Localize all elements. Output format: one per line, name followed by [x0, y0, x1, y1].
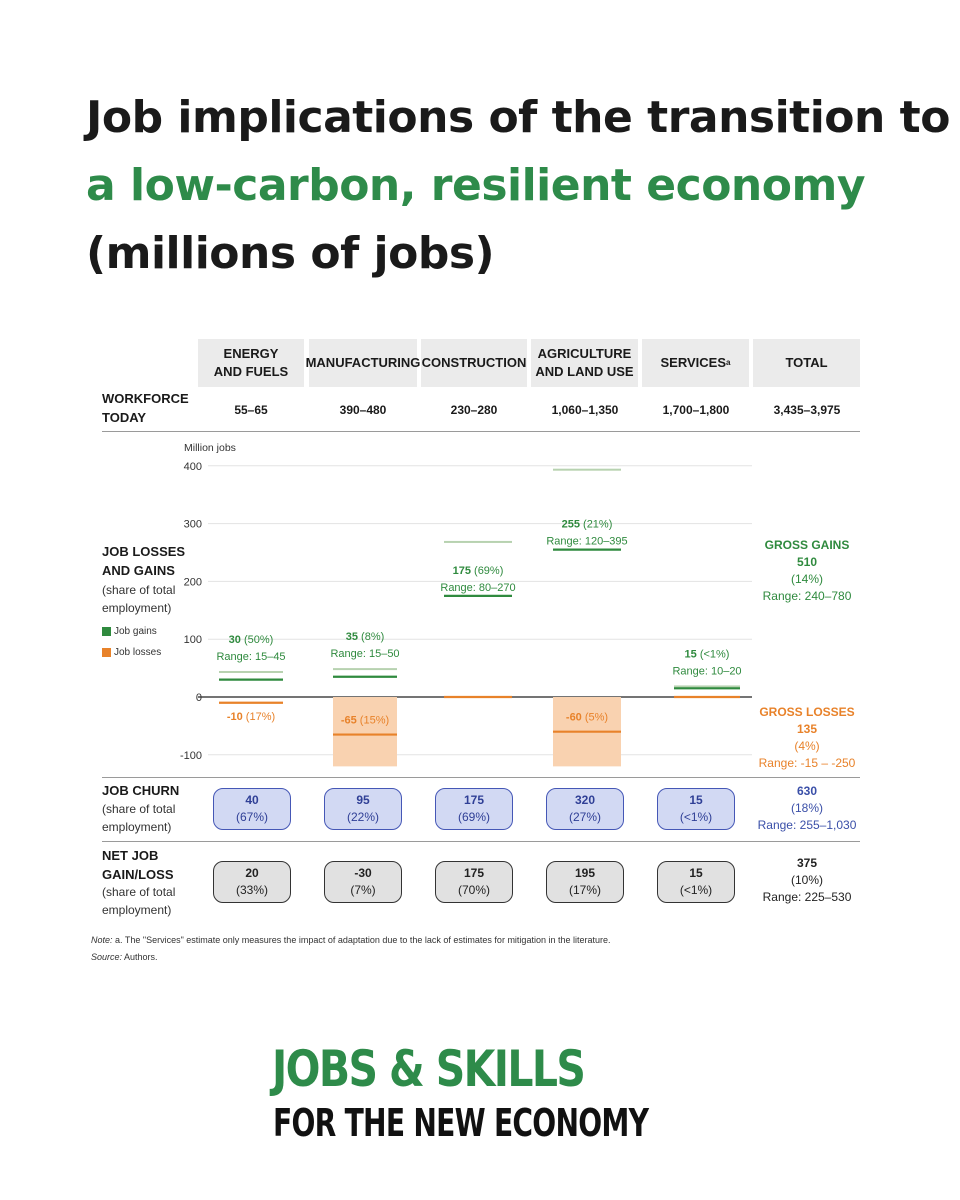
gross-losses-range: Range: -15 – -250 [758, 756, 856, 770]
row-label-churn: JOB CHURN [102, 783, 180, 798]
churn-manufacturing-value: 95 [356, 793, 370, 807]
gain-data-label-1: 35 (8%) [345, 631, 385, 644]
churn-manufacturing-share: (22%) [346, 810, 379, 824]
gross-gains-range: Range: 240–780 [762, 589, 852, 603]
workforce-total: 3,435–3,975 [773, 403, 841, 417]
y-tick--100: -100 [179, 749, 202, 762]
churn-services-value: 15 [689, 793, 703, 807]
divider-churn [102, 841, 860, 842]
gross-losses-value: 135 [796, 722, 818, 736]
gain-range-label-3: Range: 120–395 [546, 535, 628, 548]
gain-range-label-0: Range: 15–45 [216, 650, 286, 663]
chart-note-prefix: Note: [91, 935, 113, 945]
y-tick-400: 400 [183, 460, 202, 473]
gross-losses-share: (4%) [794, 739, 820, 753]
churn-construction-value: 175 [463, 793, 485, 807]
gain-range-box-0 [219, 671, 283, 673]
churn-agriculture-share: (27%) [568, 810, 601, 824]
net-agriculture-share: (17%) [568, 883, 601, 897]
net-agriculture-value: 195 [574, 866, 596, 880]
chart-source-text: Authors. [122, 952, 158, 962]
header-services-footnote-mark: a [726, 358, 731, 367]
header-total-label: TOTAL [785, 355, 828, 370]
churn-construction-share: (69%) [457, 810, 490, 824]
chart-note-text: a. The "Services" estimate only measures the impact of adaptation due to the lack of estimates for mitigation in the literature. [112, 935, 611, 945]
loss-data-label-3: -60 (5%) [565, 711, 609, 724]
churn-total-range: Range: 255–1,030 [757, 818, 857, 832]
y-axis-label: Million jobs [184, 442, 236, 454]
y-tick-300: 300 [183, 518, 202, 531]
net-pill-energy [213, 861, 291, 903]
y-tick-0: 0 [195, 692, 202, 704]
row-sub-churn: (share of total employment) [102, 802, 176, 834]
churn-pill-energy [213, 788, 291, 830]
header-agriculture-label: AGRICULTURE AND LAND USE [535, 346, 634, 379]
net-total-range: Range: 225–530 [762, 890, 852, 904]
net-total-value: 375 [796, 856, 818, 870]
gain-data-label-2: 175 (69%) [452, 564, 504, 577]
gross-gains-value: 510 [796, 555, 818, 569]
net-services-share: (<1%) [679, 883, 713, 897]
header-services-label: SERVICES [660, 355, 727, 370]
gross-losses-label: GROSS LOSSES [759, 705, 855, 719]
header-construction-label: CONSTRUCTION [421, 355, 527, 370]
gain-range-box-2 [444, 541, 512, 543]
churn-energy-share: (67%) [235, 810, 268, 824]
title-line-2: a low-carbon, resilient economy [86, 160, 866, 211]
gain-data-label-3: 255 (21%) [561, 518, 613, 531]
gain-range-label-4: Range: 10–20 [672, 665, 742, 678]
gross-gains-block [752, 537, 862, 605]
churn-energy-value: 40 [245, 793, 259, 807]
churn-total-share: (18%) [790, 801, 823, 815]
workforce-agriculture: 1,060–1,350 [551, 403, 619, 417]
churn-services-share: (<1%) [679, 810, 713, 824]
loss-data-label-0: -10 (17%) [226, 710, 276, 723]
divider-chart [102, 777, 860, 778]
loss-data-label-1: -65 (15%) [340, 714, 390, 727]
net-services-value: 15 [689, 866, 703, 880]
header-energy-label: ENERGY AND FUELS [213, 346, 289, 379]
brand-line-1: JOBS & SKILLS [272, 1040, 585, 1098]
brand-line-2: FOR THE NEW ECONOMY [273, 1101, 649, 1145]
net-total-share: (10%) [790, 873, 823, 887]
title-line-3: (millions of jobs) [86, 228, 495, 279]
net-total-block [752, 855, 862, 906]
legend-gains-label: Job gains [114, 626, 157, 637]
gross-gains-label: GROSS GAINS [764, 538, 850, 552]
net-manufacturing-value: -30 [354, 866, 372, 880]
workforce-energy: 55–65 [234, 403, 268, 417]
workforce-construction: 230–280 [450, 403, 498, 417]
row-label-net: NET JOB GAIN/LOSS [102, 848, 174, 882]
net-pill-construction [435, 861, 513, 903]
y-tick-100: 100 [183, 634, 202, 647]
chart-note [91, 935, 611, 945]
row-label-losses-gains: JOB LOSSES AND GAINS [102, 544, 186, 578]
gain-data-label-0: 30 (50%) [228, 633, 274, 646]
chart-source-prefix: Source: [91, 952, 123, 962]
gross-gains-share: (14%) [790, 572, 823, 586]
net-energy-value: 20 [245, 866, 259, 880]
legend-losses-label: Job losses [114, 647, 162, 658]
gain-range-box-3 [553, 469, 621, 471]
loss-range-box-1 [333, 697, 397, 766]
gain-range-label-2: Range: 80–270 [440, 581, 516, 594]
net-construction-share: (70%) [457, 883, 490, 897]
chart-source [91, 952, 158, 962]
churn-pill-construction [435, 788, 513, 830]
gross-losses-block [752, 704, 862, 772]
row-label-workforce: WORKFORCE TODAY [102, 391, 189, 425]
gain-range-label-1: Range: 15–50 [330, 648, 400, 661]
churn-total-value: 630 [796, 784, 818, 798]
row-sub-losses-gains: (share of total employment) [102, 583, 176, 615]
churn-pill-services [657, 788, 735, 830]
header-manufacturing-label: MANUFACTURING [305, 355, 421, 370]
churn-agriculture-value: 320 [574, 793, 596, 807]
net-pill-manufacturing [324, 861, 402, 903]
title-line-1: Job implications of the transition to [86, 92, 950, 143]
churn-pill-agriculture [546, 788, 624, 830]
net-pill-agriculture [546, 861, 624, 903]
gain-range-box-4 [674, 685, 740, 687]
row-sub-net: (share of total employment) [102, 885, 176, 917]
churn-pill-manufacturing [324, 788, 402, 830]
gain-data-label-4: 15 (<1%) [684, 648, 730, 661]
net-manufacturing-share: (7%) [350, 883, 376, 897]
net-energy-share: (33%) [235, 883, 268, 897]
churn-total-block [752, 783, 862, 834]
gain-range-box-1 [333, 668, 397, 670]
net-construction-value: 175 [463, 866, 485, 880]
net-pill-services [657, 861, 735, 903]
workforce-services: 1,700–1,800 [662, 403, 730, 417]
workforce-manufacturing: 390–480 [339, 403, 387, 417]
y-tick-200: 200 [183, 576, 202, 589]
